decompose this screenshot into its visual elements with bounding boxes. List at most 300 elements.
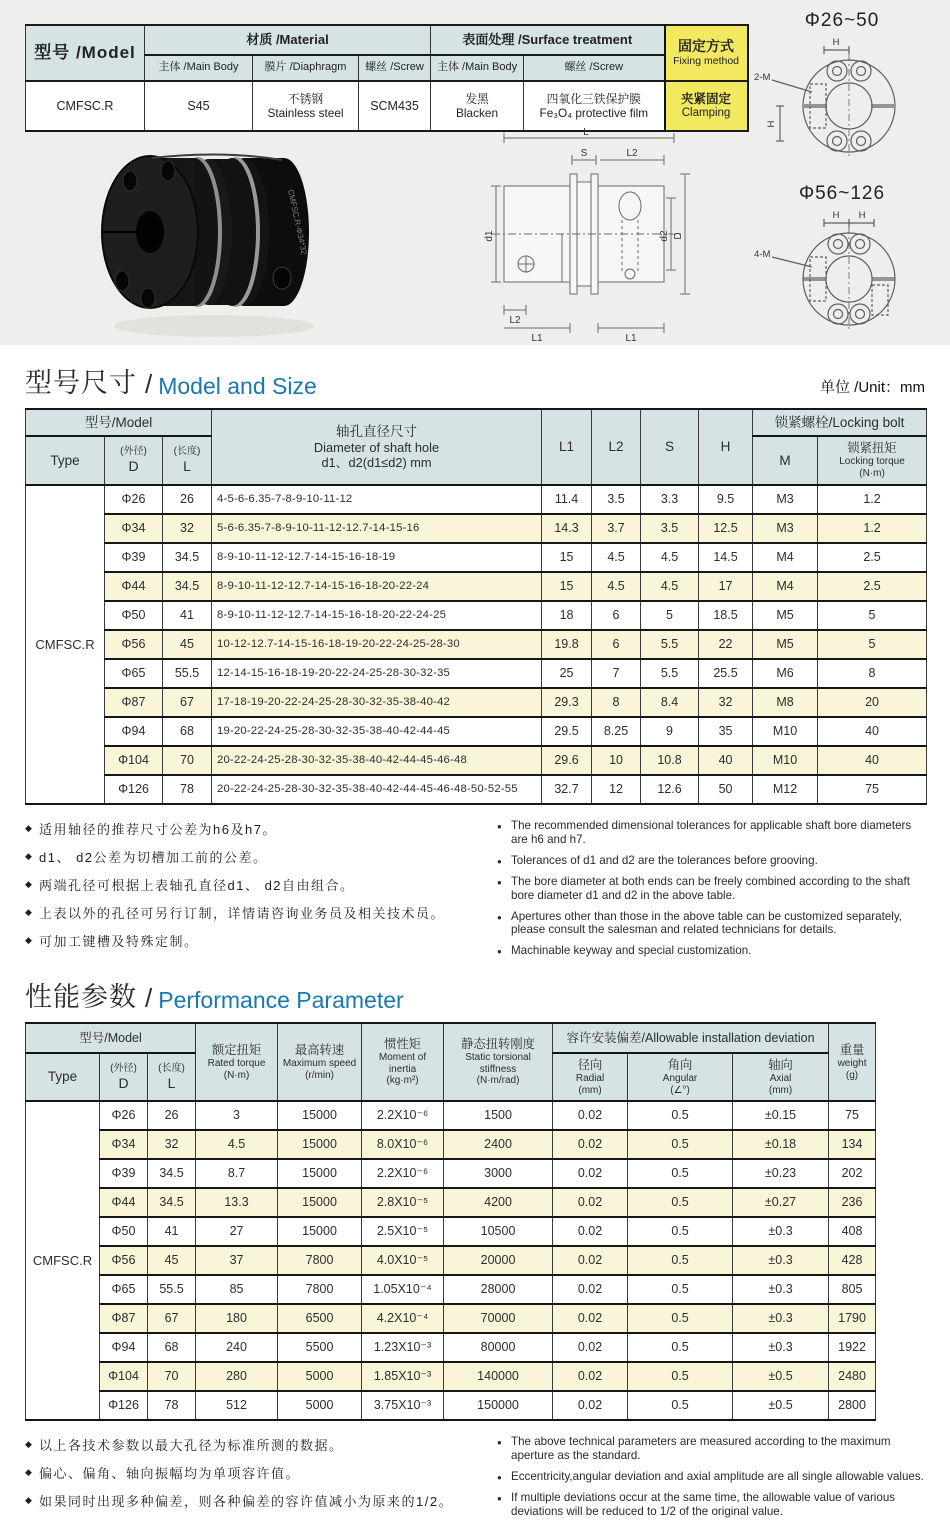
bullet-icon: ◆ — [25, 851, 34, 861]
cell: 80000 — [444, 1333, 553, 1362]
cell: 12 — [592, 775, 641, 804]
cell: 8 — [592, 688, 641, 717]
cell: 8.0X10⁻⁶ — [362, 1130, 444, 1159]
cell: M3 — [753, 514, 818, 543]
cell: 15 — [542, 543, 592, 572]
cell: Φ34 — [100, 1130, 148, 1159]
note-item — [25, 875, 483, 894]
bullet-icon: ◆ — [25, 935, 34, 945]
front-view-drawings — [746, 8, 938, 350]
table-row — [26, 485, 927, 514]
table-row — [26, 746, 927, 775]
cell: M10 — [753, 717, 818, 746]
performance-notes — [25, 1435, 925, 1526]
cell: 2.5 — [818, 572, 927, 601]
bullet-icon: ◆ — [25, 1467, 34, 1478]
model-group-header: 型号/Model — [26, 409, 212, 436]
cell: 1.2 — [818, 514, 927, 543]
cell: 8.4 — [641, 688, 699, 717]
table-row — [26, 775, 927, 804]
outer-diameter-header: (外径) D — [105, 436, 163, 485]
cell: 2.5 — [818, 543, 927, 572]
cell: 0.02 — [553, 1275, 628, 1304]
note-item — [25, 819, 483, 838]
bullet-icon: ◆ — [25, 1495, 34, 1506]
side-view-graphic — [468, 124, 708, 345]
cell: ±0.3 — [733, 1333, 829, 1362]
cell: 67 — [148, 1304, 196, 1333]
cell: 1922 — [829, 1333, 876, 1362]
cell: 408 — [829, 1217, 876, 1246]
cell: 1790 — [829, 1304, 876, 1333]
cell: 75 — [829, 1101, 876, 1130]
cell: 70000 — [444, 1304, 553, 1333]
front-view-small-title: Φ26~50 — [804, 10, 880, 31]
table-row — [26, 1391, 876, 1420]
cell: 0.02 — [553, 1362, 628, 1391]
size-notes-en — [483, 819, 925, 965]
note-item — [25, 847, 483, 866]
cell: 6 — [592, 601, 641, 630]
note-text: 两端孔径可根据上表轴孔直径d1、 d2自由组合。 — [39, 878, 355, 893]
cell: 2480 — [829, 1362, 876, 1391]
cell: 29.6 — [542, 746, 592, 775]
cell: 2.8X10⁻⁵ — [362, 1188, 444, 1217]
cell: 45 — [148, 1246, 196, 1275]
cell: Φ65 — [100, 1275, 148, 1304]
cell: 12.6 — [641, 775, 699, 804]
cell: 4.5 — [641, 572, 699, 601]
cell: 5 — [818, 630, 927, 659]
table-row — [26, 1275, 876, 1304]
cell: 55.5 — [148, 1275, 196, 1304]
cell: 0.5 — [628, 1304, 733, 1333]
cell: 15000 — [278, 1159, 362, 1188]
cell: 35 — [699, 717, 753, 746]
dim-label-h-left-top: H — [832, 210, 840, 221]
cell: M5 — [753, 601, 818, 630]
cell: 3000 — [444, 1159, 553, 1188]
cell: Φ34 — [105, 514, 163, 543]
diaphragm-header: 膜片 /Diaphragm — [253, 55, 359, 81]
bullet-icon: ● — [497, 912, 502, 922]
cell: 0.02 — [553, 1159, 628, 1188]
cell: 1500 — [444, 1101, 553, 1130]
bullet-icon: ◆ — [25, 879, 34, 889]
note-text: 适用轴径的推荐尺寸公差为h6及h7。 — [39, 822, 277, 837]
cell: 4.0X10⁻⁵ — [362, 1246, 444, 1275]
cell: 4200 — [444, 1188, 553, 1217]
cell: 0.5 — [628, 1159, 733, 1188]
dim-label-l: L — [583, 127, 589, 138]
model-group-header: 型号/Model — [26, 1023, 196, 1053]
size-section-header — [25, 361, 925, 400]
l1-header: L1 — [542, 409, 592, 485]
cell: 0.5 — [628, 1101, 733, 1130]
cell: 9 — [641, 717, 699, 746]
side-view-drawing — [468, 124, 708, 345]
cell: 25.5 — [699, 659, 753, 688]
table-row — [26, 1101, 876, 1130]
cell: 40 — [699, 746, 753, 775]
diaphragm-value: 不锈钢 Stainless steel — [253, 81, 359, 131]
cell: Φ126 — [100, 1391, 148, 1420]
product-photo — [92, 138, 344, 345]
model-value: CMFSC.R — [26, 81, 145, 131]
cell: 4.5 — [592, 543, 641, 572]
cell: 34.5 — [148, 1159, 196, 1188]
cell: 15000 — [278, 1217, 362, 1246]
note-text: The bore diameter at both ends can be freely combined according to the shaft bore diameter d1 and d2 in the above table. — [511, 874, 910, 902]
table-row — [26, 1304, 876, 1333]
length-header: (长度) L — [148, 1053, 196, 1101]
cell: 0.5 — [628, 1333, 733, 1362]
cell: 1.23X10⁻³ — [362, 1333, 444, 1362]
table-row — [26, 1362, 876, 1391]
main-body-value: S45 — [145, 81, 253, 131]
cell: ±0.3 — [733, 1304, 829, 1333]
weight-header: 重量 weight (g) — [829, 1023, 876, 1101]
cell: 41 — [148, 1217, 196, 1246]
note-text: 偏心、偏角、轴向振幅均为单项容许值。 — [39, 1466, 301, 1482]
cell: 70 — [148, 1362, 196, 1391]
cell: M4 — [753, 572, 818, 601]
cell: Φ50 — [105, 601, 163, 630]
cell: 4-5-6-6.35-7-8-9-10-11-12 — [212, 485, 542, 514]
main-body-header: 主体 /Main Body — [431, 55, 524, 81]
note-item — [25, 903, 483, 922]
performance-section-header — [25, 975, 925, 1014]
cell: 0.02 — [553, 1246, 628, 1275]
cell: 19.8 — [542, 630, 592, 659]
cell: Φ94 — [100, 1333, 148, 1362]
type-cell: CMFSC.R — [26, 1101, 100, 1420]
cell: 78 — [148, 1391, 196, 1420]
cell: 0.02 — [553, 1333, 628, 1362]
cell: 15000 — [278, 1188, 362, 1217]
table-row — [26, 514, 927, 543]
cell: 2.2X10⁻⁶ — [362, 1101, 444, 1130]
note-item — [497, 1491, 925, 1519]
cell: Φ126 — [105, 775, 163, 804]
cell: 15000 — [278, 1101, 362, 1130]
cell: 0.5 — [628, 1362, 733, 1391]
cell: Φ39 — [105, 543, 163, 572]
cell: 0.02 — [553, 1101, 628, 1130]
cell: 512 — [196, 1391, 278, 1420]
outer-diameter-header: (外径) D — [100, 1053, 148, 1101]
surface-screw-value: 四氧化三铁保护膜 Fe₃O₄ protective film — [524, 81, 665, 131]
material-spec-table — [25, 24, 749, 132]
cell: 5.5 — [641, 630, 699, 659]
cell: 5.5 — [641, 659, 699, 688]
cell: 8 — [818, 659, 927, 688]
cell: Φ104 — [100, 1362, 148, 1391]
bullet-icon: ● — [497, 1493, 502, 1503]
cell: 202 — [829, 1159, 876, 1188]
note-item — [497, 910, 925, 938]
cell: 805 — [829, 1275, 876, 1304]
cell: 41 — [163, 601, 212, 630]
cell: Φ104 — [105, 746, 163, 775]
cell: Φ44 — [105, 572, 163, 601]
cell: 18.5 — [699, 601, 753, 630]
cell: M8 — [753, 688, 818, 717]
top-section — [0, 0, 950, 345]
cell: Φ94 — [105, 717, 163, 746]
dim-label-l1-left: L1 — [531, 333, 543, 344]
cell: 40 — [818, 746, 927, 775]
cell: 29.5 — [542, 717, 592, 746]
cell: 0.5 — [628, 1246, 733, 1275]
note-text: 以上各技术参数以最大孔径为标准所测的数据。 — [39, 1438, 344, 1454]
cell: 78 — [163, 775, 212, 804]
cell: 25 — [542, 659, 592, 688]
cell: 0.02 — [553, 1391, 628, 1420]
cell: 5 — [818, 601, 927, 630]
note-text: The above technical parameters are measured according to the maximum aperture as the standard. — [511, 1435, 891, 1463]
section-title-en: Performance Parameter — [158, 987, 404, 1014]
cell: Φ56 — [105, 630, 163, 659]
bullet-icon: ◆ — [25, 907, 34, 917]
table-row — [26, 717, 927, 746]
cell: Φ26 — [100, 1101, 148, 1130]
cell: 68 — [163, 717, 212, 746]
cell: 10.8 — [641, 746, 699, 775]
cell: ±0.5 — [733, 1362, 829, 1391]
dim-label-l1-right: L1 — [625, 333, 637, 344]
cell: Φ87 — [105, 688, 163, 717]
cell: 70 — [163, 746, 212, 775]
cell: Φ26 — [105, 485, 163, 514]
table-row — [26, 688, 927, 717]
bullet-icon: ● — [497, 856, 502, 866]
cell: 8-9-10-11-12-12.7-14-15-16-18-19 — [212, 543, 542, 572]
dim-label-h-top: H — [832, 37, 840, 48]
cell: Φ65 — [105, 659, 163, 688]
cell: 4.2X10⁻⁴ — [362, 1304, 444, 1333]
cell: 68 — [148, 1333, 196, 1362]
note-text: Eccentricity,angular deviation and axial amplitude are all single allowable values. — [511, 1470, 924, 1484]
dim-label-d2: d2 — [659, 230, 670, 242]
table-row — [26, 572, 927, 601]
table-row — [26, 1130, 876, 1159]
note-item — [497, 1435, 925, 1463]
cell: 134 — [829, 1130, 876, 1159]
cell: 5-6-6.35-7-8-9-10-11-12-12.7-14-15-16 — [212, 514, 542, 543]
coupling-photo-graphic — [92, 138, 344, 345]
screw-value: SCM435 — [359, 81, 431, 131]
cell: 34.5 — [163, 572, 212, 601]
table-row — [26, 1246, 876, 1275]
cell: 0.5 — [628, 1217, 733, 1246]
cell: 6 — [592, 630, 641, 659]
cell: 3.5 — [641, 514, 699, 543]
cell: 28000 — [444, 1275, 553, 1304]
cell: M3 — [753, 485, 818, 514]
torsional-stiffness-header: 静态扭转刚度 Static torsional stiffness (N·m/rad) — [444, 1023, 553, 1101]
cell: 5000 — [278, 1391, 362, 1420]
cell: M12 — [753, 775, 818, 804]
table-row — [26, 543, 927, 572]
locking-bolt-group-header: 锁紧螺栓/Locking bolt — [753, 409, 927, 436]
cell: 2.5X10⁻⁵ — [362, 1217, 444, 1246]
section-title-zh: 性能参数 — [25, 982, 137, 1013]
type-header: Type — [26, 436, 105, 485]
cell: 17 — [699, 572, 753, 601]
cell: 19-20-22-24-25-28-30-32-35-38-40-42-44-45 — [212, 717, 542, 746]
dim-label-s: S — [580, 148, 588, 159]
cell: ±0.27 — [733, 1188, 829, 1217]
cell: 236 — [829, 1188, 876, 1217]
table-row — [26, 1333, 876, 1362]
cell: ±0.15 — [733, 1101, 829, 1130]
cell: 17-18-19-20-22-24-25-28-30-32-35-38-40-42 — [212, 688, 542, 717]
type-header: Type — [26, 1053, 100, 1101]
cell: 14.5 — [699, 543, 753, 572]
bullet-icon: ◆ — [25, 823, 34, 833]
cell: 26 — [148, 1101, 196, 1130]
size-notes-zh — [25, 819, 483, 965]
cell: 9.5 — [699, 485, 753, 514]
cell: 67 — [163, 688, 212, 717]
angular-header: 角向 Angular (∠°) — [628, 1053, 733, 1101]
bullet-icon: ● — [497, 877, 502, 887]
maximum-speed-header: 最高转速 Maximum speed (r/min) — [278, 1023, 362, 1101]
table-row — [26, 630, 927, 659]
cell: 26 — [163, 485, 212, 514]
note-text: Tolerances of d1 and d2 are the tolerances before grooving. — [511, 853, 818, 867]
cell: 1.85X10⁻³ — [362, 1362, 444, 1391]
cell: Φ44 — [100, 1188, 148, 1217]
cell: 0.02 — [553, 1217, 628, 1246]
table-row — [26, 1159, 876, 1188]
model-header: 型号 /Model — [26, 25, 145, 81]
material-header: 材质 /Material — [145, 25, 431, 55]
note-text: Machinable keyway and special customization. — [511, 944, 752, 958]
bolt-count-label: 4-M — [754, 249, 771, 260]
cell: 29.3 — [542, 688, 592, 717]
table-header-row — [26, 409, 927, 436]
cell: 4.5 — [641, 543, 699, 572]
size-notes — [25, 819, 925, 965]
cell: 280 — [196, 1362, 278, 1391]
cell: 0.02 — [553, 1130, 628, 1159]
cell: 10-12-12.7-14-15-16-18-19-20-22-24-25-28-30 — [212, 630, 542, 659]
cell: ±0.5 — [733, 1391, 829, 1420]
type-cell: CMFSC.R — [26, 485, 105, 804]
cell: ±0.3 — [733, 1246, 829, 1275]
dim-label-h-right-top: H — [858, 210, 866, 221]
performance-notes-zh — [25, 1435, 483, 1526]
cell: 40 — [818, 717, 927, 746]
shaft-hole-header: 轴孔直径尺寸 Diameter of shaft hole d1、d2(d1≤d2) mm — [212, 409, 542, 485]
unit-label: 单位 /Unit：mm — [819, 379, 925, 396]
cell: 20-22-24-25-28-30-32-35-38-40-42-44-45-46-48-50-52-55 — [212, 775, 542, 804]
fixing-method-value: 夹紧固定 Clamping — [665, 81, 748, 131]
photo-engraving-text: CMFSC.R-Φ34*32 — [286, 188, 309, 256]
cell: 37 — [196, 1246, 278, 1275]
note-text: 上表以外的孔径可另行订制，详情请咨询业务员及相关技术员。 — [39, 906, 446, 921]
cell: Φ50 — [100, 1217, 148, 1246]
cell: 8.25 — [592, 717, 641, 746]
note-item — [497, 944, 925, 958]
note-item — [497, 819, 925, 847]
cell: 85 — [196, 1275, 278, 1304]
length-header: (长度) L — [163, 436, 212, 485]
table-row — [26, 1217, 876, 1246]
cell: 4.5 — [196, 1130, 278, 1159]
fixing-method-header: 固定方式 Fixing method — [665, 25, 748, 81]
radial-header: 径向 Radial (mm) — [553, 1053, 628, 1101]
cell: 22 — [699, 630, 753, 659]
cell: ±0.3 — [733, 1275, 829, 1304]
cell: 50 — [699, 775, 753, 804]
table-header-row — [26, 1023, 876, 1053]
cell: 5500 — [278, 1333, 362, 1362]
cell: 10 — [592, 746, 641, 775]
cell: 32 — [148, 1130, 196, 1159]
cell: 32 — [699, 688, 753, 717]
cell: 6500 — [278, 1304, 362, 1333]
screw-header: 螺丝 /Screw — [524, 55, 665, 81]
cell: 3.75X10⁻³ — [362, 1391, 444, 1420]
cell: 75 — [818, 775, 927, 804]
note-item — [25, 931, 483, 950]
cell: 240 — [196, 1333, 278, 1362]
cell: M10 — [753, 746, 818, 775]
cell: ±0.18 — [733, 1130, 829, 1159]
cell: ±0.23 — [733, 1159, 829, 1188]
bullet-icon: ◆ — [25, 1439, 34, 1450]
note-text: d1、 d2公差为切槽加工前的公差。 — [39, 850, 268, 865]
cell: 32 — [163, 514, 212, 543]
cell: 0.02 — [553, 1188, 628, 1217]
note-text: 如果同时出现多种偏差，则各种偏差的容许值减小为原来的1/2。 — [39, 1494, 454, 1510]
note-item — [497, 1470, 925, 1484]
cell: 10500 — [444, 1217, 553, 1246]
dim-label-l2-bottom: L2 — [509, 315, 521, 326]
cell: 45 — [163, 630, 212, 659]
front-view-large-title: Φ56~126 — [798, 183, 886, 204]
dim-label-l2-top: L2 — [626, 148, 638, 159]
cell: M4 — [753, 543, 818, 572]
bullet-icon: ● — [497, 1473, 502, 1483]
cell: 8-9-10-11-12-12.7-14-15-16-18-20-22-24 — [212, 572, 542, 601]
surface-treatment-header: 表面处理 /Surface treatment — [431, 25, 665, 55]
cell: 1.05X10⁻⁴ — [362, 1275, 444, 1304]
cell: 3.5 — [592, 485, 641, 514]
note-text: The recommended dimensional tolerances for applicable shaft bore diameters are h6 and h7. — [511, 819, 912, 846]
installation-deviation-header: 容许安装偏差/Allowable installation deviation — [553, 1023, 829, 1053]
cell: 12.5 — [699, 514, 753, 543]
rated-torque-header: 额定扭矩 Rated torque (N·m) — [196, 1023, 278, 1101]
cell: 8.7 — [196, 1159, 278, 1188]
cell: 20000 — [444, 1246, 553, 1275]
main-body-header: 主体 /Main Body — [145, 55, 253, 81]
cell: 5 — [641, 601, 699, 630]
cell: 3.3 — [641, 485, 699, 514]
section-title-en: Model and Size — [158, 373, 317, 399]
cell: 34.5 — [148, 1188, 196, 1217]
cell: 32.7 — [542, 775, 592, 804]
dim-label-d: D — [673, 232, 684, 240]
note-item — [497, 875, 925, 903]
cell: 11.4 — [542, 485, 592, 514]
cell: 20 — [818, 688, 927, 717]
surface-main-value: 发黑 Blacken — [431, 81, 524, 131]
cell: 13.3 — [196, 1188, 278, 1217]
